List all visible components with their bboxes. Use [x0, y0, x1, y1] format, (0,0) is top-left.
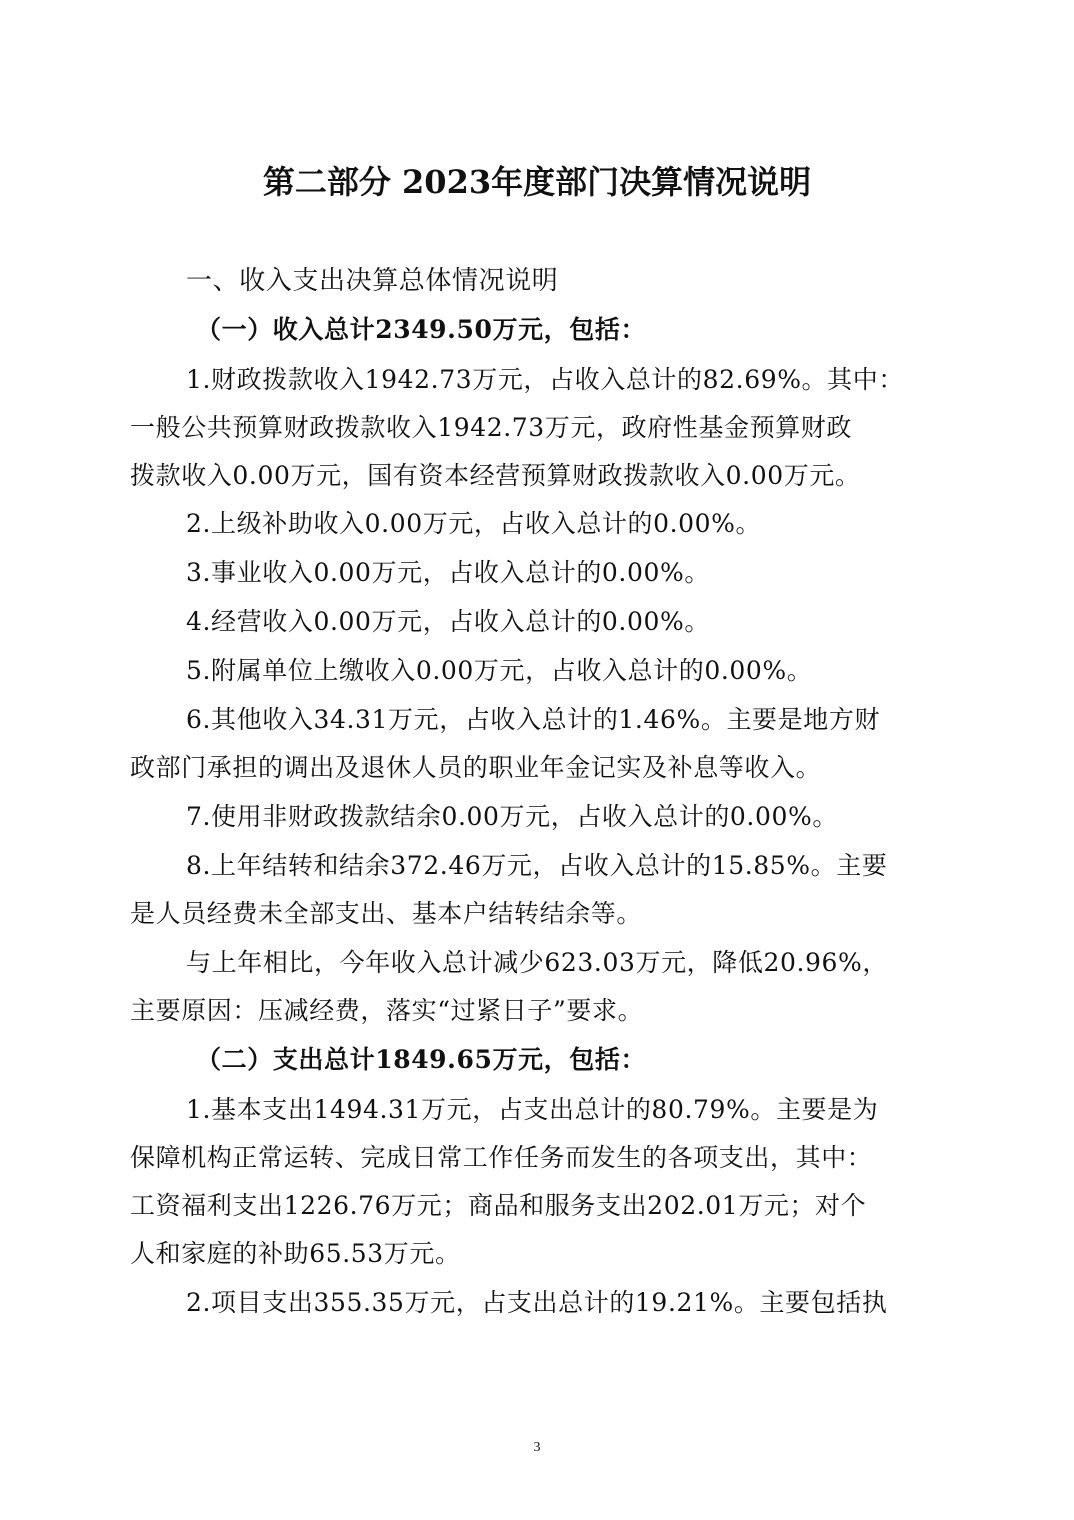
expense-item-1-line-1: 1.基本支出1494.31万元，占支出总计的80.79%。主要是为 — [186, 1095, 879, 1124]
income-total-heading: （一）收入总计2349.50万元，包括： — [196, 315, 647, 344]
income-item-5: 5.附属单位上缴收入0.00万元，占收入总计的0.00%。 — [186, 656, 813, 685]
page-title: 第二部分 2023年度部门决算情况说明 — [262, 163, 812, 201]
expense-item-1-line-4: 人和家庭的补助65.53万元。 — [130, 1239, 461, 1268]
income-item-8-line-1: 8.上年结转和结余372.46万元，占收入总计的15.85%。主要 — [186, 851, 888, 880]
income-item-7: 7.使用非财政拨款结余0.00万元，占收入总计的0.00%。 — [186, 802, 838, 831]
income-item-4: 4.经营收入0.00万元，占收入总计的0.00%。 — [186, 607, 710, 636]
income-item-1-line-2: 一般公共预算财政拨款收入1942.73万元，政府性基金预算财政 — [130, 413, 852, 442]
income-comparison-line-1: 与上年相比，今年收入总计减少623.03万元，降低20.96%， — [186, 948, 889, 977]
section-heading-income-expense: 一、收入支出决算总体情况说明 — [186, 266, 559, 296]
income-item-1-line-3: 拨款收入0.00万元，国有资本经营预算财政拨款收入0.00万元。 — [130, 461, 861, 490]
income-item-8-line-2: 是人员经费未全部支出、基本户结转结余等。 — [130, 899, 643, 928]
income-item-3: 3.事业收入0.00万元，占收入总计的0.00%。 — [186, 558, 710, 587]
expense-item-1-line-2: 保障机构正常运转、完成日常工作任务而发生的各项支出，其中： — [130, 1143, 873, 1172]
expense-total-heading: （二）支出总计1849.65万元，包括： — [196, 1045, 647, 1074]
income-item-2: 2.上级补助收入0.00万元，占收入总计的0.00%。 — [186, 509, 762, 538]
income-item-6-line-2: 政部门承担的调出及退休人员的职业年金记实及补息等收入。 — [130, 753, 822, 782]
income-comparison-line-2: 主要原因：压减经费，落实“过紧日子”要求。 — [130, 996, 644, 1025]
income-item-6-line-1: 6.其他收入34.31万元，占收入总计的1.46%。主要是地方财 — [186, 705, 881, 734]
expense-item-2-line-1: 2.项目支出355.35万元，占支出总计的19.21%。主要包括执 — [186, 1288, 888, 1317]
income-item-1-line-1: 1.财政拨款收入1942.73万元，占收入总计的82.69%。其中： — [186, 365, 904, 394]
expense-item-1-line-3: 工资福利支出1226.76万元；商品和服务支出202.01万元；对个 — [130, 1191, 867, 1220]
page-number: 3 — [533, 1440, 541, 1455]
